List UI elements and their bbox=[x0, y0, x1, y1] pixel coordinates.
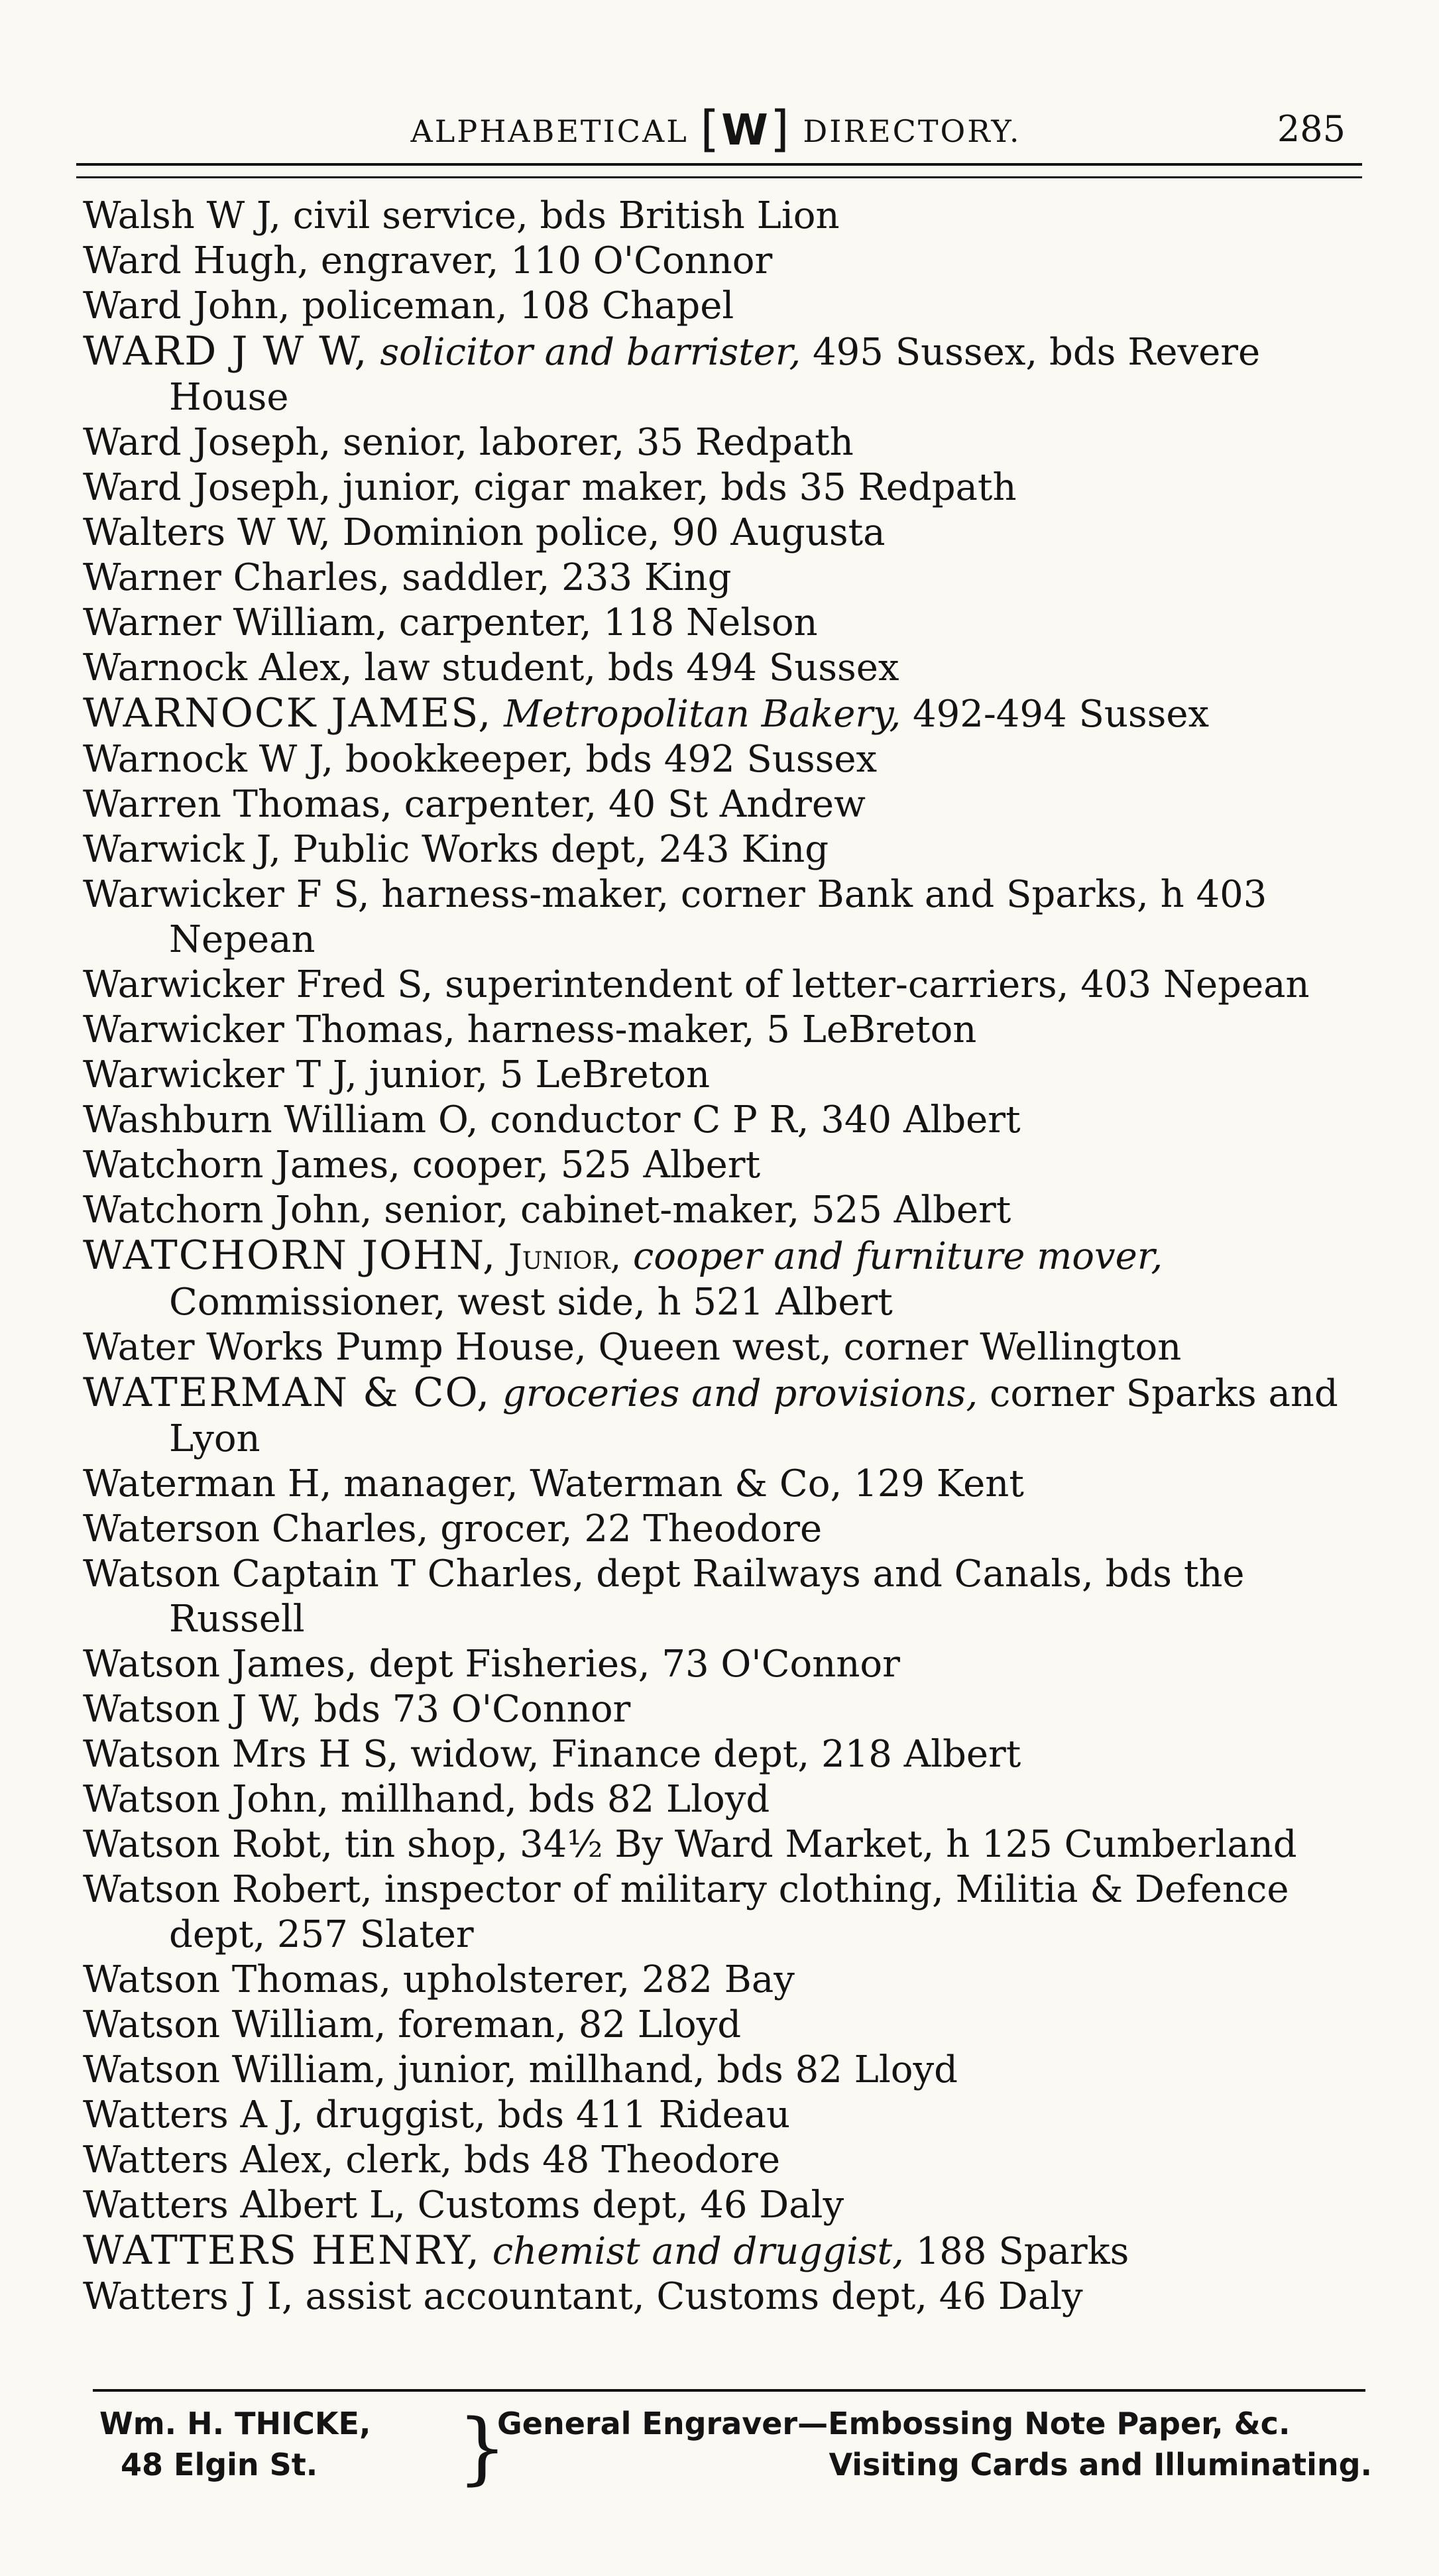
services-line-1: General Engraver—Embossing Note Paper, &c. bbox=[497, 2406, 1291, 2441]
entry-text: Water Works Pump House, Queen west, corner Wellington bbox=[83, 1326, 1182, 1369]
entry-text: Waterson Charles, grocer, 22 Theodore bbox=[83, 1507, 823, 1551]
entry-text: Watters Alex, clerk, bds 48 Theodore bbox=[83, 2138, 780, 2182]
directory-entry bbox=[83, 1687, 1375, 1732]
entry-business: Metropolitan Bakery, bbox=[504, 693, 901, 736]
entry-text: Watson Captain T Charles, dept Railways and Canals, bds the Russell bbox=[83, 1552, 1245, 1641]
entry-junior: Junior, bbox=[508, 1238, 622, 1277]
header-rule bbox=[76, 163, 1362, 178]
entry-address: 495 Sussex, bds Revere House bbox=[169, 331, 1261, 419]
bracket-open: [ bbox=[700, 101, 722, 158]
entry-text: Watters A J, druggist, bds 411 Rideau bbox=[83, 2093, 791, 2137]
entry-address: 188 Sparks bbox=[915, 2230, 1129, 2273]
entry-text: Watson William, junior, millhand, bds 82 Lloyd bbox=[83, 2048, 958, 2091]
directory-entry bbox=[83, 1098, 1375, 1143]
directory-entry bbox=[83, 1370, 1375, 1462]
directory-entry bbox=[83, 737, 1375, 782]
title-right: DIRECTORY. bbox=[803, 113, 1021, 149]
footer-rule bbox=[93, 2389, 1365, 2392]
directory-entry bbox=[83, 284, 1375, 329]
directory-entry bbox=[83, 1462, 1375, 1507]
entry-text: Watters J I, assist accountant, Customs dept, 46 Daly bbox=[83, 2275, 1083, 2318]
directory-entry bbox=[83, 239, 1375, 284]
page-title bbox=[86, 99, 1346, 161]
directory-entry bbox=[83, 1507, 1375, 1552]
running-head bbox=[86, 99, 1346, 159]
directory-entry bbox=[83, 2138, 1375, 2183]
entry-text: Watson James, dept Fisheries, 73 O'Connor bbox=[83, 1643, 900, 1686]
directory-entry bbox=[83, 691, 1375, 737]
directory-entry bbox=[83, 2228, 1375, 2274]
entry-text: Ward Joseph, senior, laborer, 35 Redpath bbox=[83, 421, 854, 464]
entry-text: Warner Charles, saddler, 233 King bbox=[83, 556, 732, 599]
directory-entry bbox=[83, 1233, 1375, 1325]
entry-name: WARD J W W, bbox=[83, 328, 369, 375]
entry-text: Walsh W J, civil service, bds British Lion bbox=[83, 194, 840, 237]
directory-entry bbox=[83, 1552, 1375, 1642]
directory-entry bbox=[83, 2183, 1375, 2228]
bracket-close: ] bbox=[770, 101, 791, 158]
directory-entry bbox=[83, 1958, 1375, 2003]
directory-entry bbox=[83, 1325, 1375, 1370]
entry-text: Ward Hugh, engraver, 110 O'Connor bbox=[83, 239, 773, 282]
directory-entry bbox=[83, 1867, 1375, 1958]
directory-entry bbox=[83, 2003, 1375, 2048]
advertiser-services bbox=[497, 2403, 1372, 2485]
directory-entry bbox=[83, 329, 1375, 420]
directory-entries bbox=[83, 194, 1375, 2319]
entry-text: Warwick J, Public Works dept, 243 King bbox=[83, 828, 829, 871]
entry-text: Warwicker T J, junior, 5 LeBreton bbox=[83, 1053, 711, 1096]
entry-text: Watson Robert, inspector of military clothing, Militia & Defence dept, 257 Slater bbox=[83, 1868, 1289, 1956]
entry-business: chemist and druggist, bbox=[492, 2230, 904, 2273]
entry-text: Warnock W J, bookkeeper, bds 492 Sussex bbox=[83, 738, 878, 781]
directory-entry bbox=[83, 2093, 1375, 2138]
entry-text: Ward Joseph, junior, cigar maker, bds 35 Redpath bbox=[83, 466, 1017, 509]
entry-address: corner Sparks and Lyon bbox=[169, 1372, 1338, 1460]
entry-text: Watson William, foreman, 82 Lloyd bbox=[83, 2003, 742, 2046]
entry-text: Watters Albert L, Customs dept, 46 Daly bbox=[83, 2184, 844, 2227]
directory-entry bbox=[83, 646, 1375, 691]
entry-text: Watson J W, bds 73 O'Connor bbox=[83, 1688, 631, 1731]
entry-text: Warwicker Fred S, superintendent of letter-carriers, 403 Nepean bbox=[83, 963, 1310, 1006]
section-letter: W bbox=[721, 106, 770, 155]
directory-entry bbox=[83, 1777, 1375, 1822]
directory-entry bbox=[83, 1188, 1375, 1233]
directory-entry bbox=[83, 782, 1375, 827]
entry-text: Walters W W, Dominion police, 90 Augusta bbox=[83, 511, 886, 554]
directory-entry bbox=[83, 1143, 1375, 1188]
entry-text: Warren Thomas, carpenter, 40 St Andrew bbox=[83, 783, 866, 826]
entry-text: Watson Thomas, upholsterer, 282 Bay bbox=[83, 1958, 795, 2001]
entry-text: Warner William, carpenter, 118 Nelson bbox=[83, 601, 818, 644]
directory-entry bbox=[83, 556, 1375, 601]
directory-entry bbox=[83, 963, 1375, 1008]
entry-text: Watson Mrs H S, widow, Finance dept, 218 Albert bbox=[83, 1733, 1021, 1776]
directory-entry bbox=[83, 872, 1375, 963]
entry-text: Warnock Alex, law student, bds 494 Sussex bbox=[83, 646, 899, 689]
entry-address: Commissioner, west side, h 521 Albert bbox=[169, 1281, 893, 1324]
directory-entry bbox=[83, 1008, 1375, 1053]
entry-name: WARNOCK JAMES, bbox=[83, 690, 492, 736]
directory-entry bbox=[83, 1822, 1375, 1867]
directory-entry bbox=[83, 1053, 1375, 1098]
directory-entry bbox=[83, 420, 1375, 465]
title-left: ALPHABETICAL bbox=[410, 113, 689, 149]
entry-text: Watson John, millhand, bds 82 Lloyd bbox=[83, 1778, 770, 1821]
entry-text: Warwicker Thomas, harness-maker, 5 LeBreton bbox=[83, 1008, 977, 1051]
entry-business: solicitor and barrister, bbox=[380, 331, 801, 374]
entry-text: Waterman H, manager, Waterman & Co, 129 Kent bbox=[83, 1462, 1024, 1505]
brace: } bbox=[457, 2402, 508, 2493]
directory-entry bbox=[83, 1732, 1375, 1777]
directory-entry bbox=[83, 827, 1375, 872]
advertiser-block bbox=[99, 2403, 471, 2485]
entry-text: Warwicker F S, harness-maker, corner Bank and Sparks, h 403 Nepean bbox=[83, 873, 1267, 961]
directory-entry bbox=[83, 2274, 1375, 2319]
advertisement-footer bbox=[99, 2403, 1372, 2509]
advertiser-name: Wm. H. THICKE, bbox=[99, 2406, 371, 2441]
directory-entry bbox=[83, 1642, 1375, 1687]
services-line-2: Visiting Cards and Illuminating. bbox=[829, 2447, 1372, 2483]
entry-business: groceries and provisions, bbox=[502, 1372, 978, 1415]
entry-name: WATTERS HENRY, bbox=[83, 2227, 481, 2274]
entry-address: 492-494 Sussex bbox=[912, 693, 1210, 736]
entry-name: WATCHORN JOHN, bbox=[83, 1232, 497, 1279]
entry-text: Watson Robt, tin shop, 34½ By Ward Market, h 125 Cumberland bbox=[83, 1823, 1297, 1866]
entry-text: Watchorn James, cooper, 525 Albert bbox=[83, 1143, 761, 1187]
entry-name: WATERMAN & CO, bbox=[83, 1370, 491, 1416]
page-number: 285 bbox=[1277, 108, 1346, 150]
entry-text: Washburn William O, conductor C P R, 340 Albert bbox=[83, 1098, 1021, 1142]
directory-entry bbox=[83, 194, 1375, 239]
entry-text: Watchorn John, senior, cabinet-maker, 525 Albert bbox=[83, 1189, 1011, 1232]
directory-entry bbox=[83, 510, 1375, 556]
directory-entry bbox=[83, 601, 1375, 646]
directory-entry bbox=[83, 2048, 1375, 2093]
entry-text: Ward John, policeman, 108 Chapel bbox=[83, 284, 734, 327]
entry-business: cooper and furniture mover, bbox=[632, 1235, 1163, 1278]
advertiser-address: 48 Elgin St. bbox=[121, 2447, 318, 2483]
directory-entry bbox=[83, 465, 1375, 510]
